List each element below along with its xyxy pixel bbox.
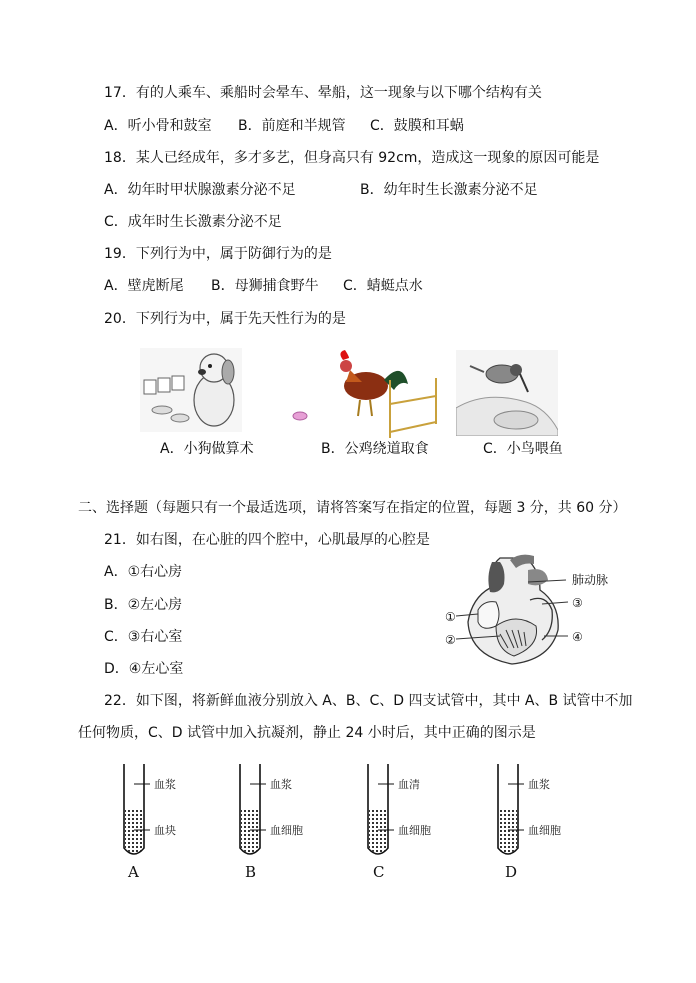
tube-c-top-label: 血清 [398,778,420,791]
q19-option-b: B．母狮捕食野牛 [211,278,319,294]
q21-stem: 21．如右图，在心脏的四个腔中，心肌最厚的心腔是 [104,532,430,548]
heart-marker-2: ② [445,633,456,647]
rooster-detour-image [288,350,444,440]
section-2-title: 二、选择题（每题只有一个最适选项，请将答案写在指定的位置，每题 3 分，共 60 分） [78,500,627,516]
test-tubes-diagram [100,758,600,883]
q17-stem: 17．有的人乘车、乘船时会晕车、晕船，这一现象与以下哪个结构有关 [104,85,542,101]
tube-a-top-label: 血浆 [154,778,176,791]
q19-option-a: A．壁虎断尾 [104,278,184,294]
tube-c [368,764,394,854]
tube-a-letter: A [128,863,139,881]
heart-marker-4: ④ [572,630,583,644]
tube-a [124,764,150,854]
q22-stem-line-1: 22．如下图，将新鲜血液分别放入 A、B、C、D 四支试管中，其中 A、B 试管中不加 [104,693,633,709]
q18-option-b: B．幼年时生长激素分泌不足 [360,182,538,198]
tube-a-bottom-label: 血块 [154,824,176,837]
q21-option-b: B．②左心房 [104,597,183,613]
q20-option-b: B．公鸡绕道取食 [321,441,429,457]
q22-stem-line-2: 任何物质，C、D 试管中加入抗凝剂，静止 24 小时后，其中正确的图示是 [78,725,536,741]
heart-marker-1: ① [445,610,456,624]
tube-c-letter: C [373,863,385,881]
tube-d-letter: D [505,863,518,881]
tube-c-bottom-label: 血细胞 [398,824,431,837]
q18-stem: 18．某人已经成年，多才多艺，但身高只有 92cm，造成这一现象的原因可能是 [104,150,600,166]
bird-feeding-fish-image [456,350,558,436]
q20-option-c: C．小鸟喂鱼 [483,441,563,457]
q20-option-a: A．小狗做算术 [160,441,254,457]
q19-stem: 19．下列行为中，属于防御行为的是 [104,246,332,262]
q21-option-d: D．④左心室 [104,661,184,677]
heart-marker-3: ③ [572,596,583,610]
q21-option-a: A．①右心房 [104,564,183,580]
q18-option-a: A．幼年时甲状腺激素分泌不足 [104,182,296,198]
puppy-math-image [140,348,242,432]
q17-option-c: C．鼓膜和耳蜗 [370,118,464,134]
tube-b-letter: B [245,863,257,881]
q18-option-c: C．成年时生长激素分泌不足 [104,214,282,230]
tube-d [498,764,524,854]
q17-option-b: B．前庭和半规管 [238,118,346,134]
q17-option-a: A．听小骨和鼓室 [104,118,212,134]
tube-b-top-label: 血浆 [270,778,292,791]
q19-option-c: C．蜻蜓点水 [343,278,423,294]
tube-b-bottom-label: 血细胞 [270,824,303,837]
heart-label-pulmonary-artery: 肺动脉 [572,573,609,587]
tube-b [240,764,266,854]
tube-d-bottom-label: 血细胞 [528,824,561,837]
q20-stem: 20．下列行为中，属于先天性行为的是 [104,311,346,327]
q21-option-c: C．③右心室 [104,629,183,645]
tube-d-top-label: 血浆 [528,778,550,791]
